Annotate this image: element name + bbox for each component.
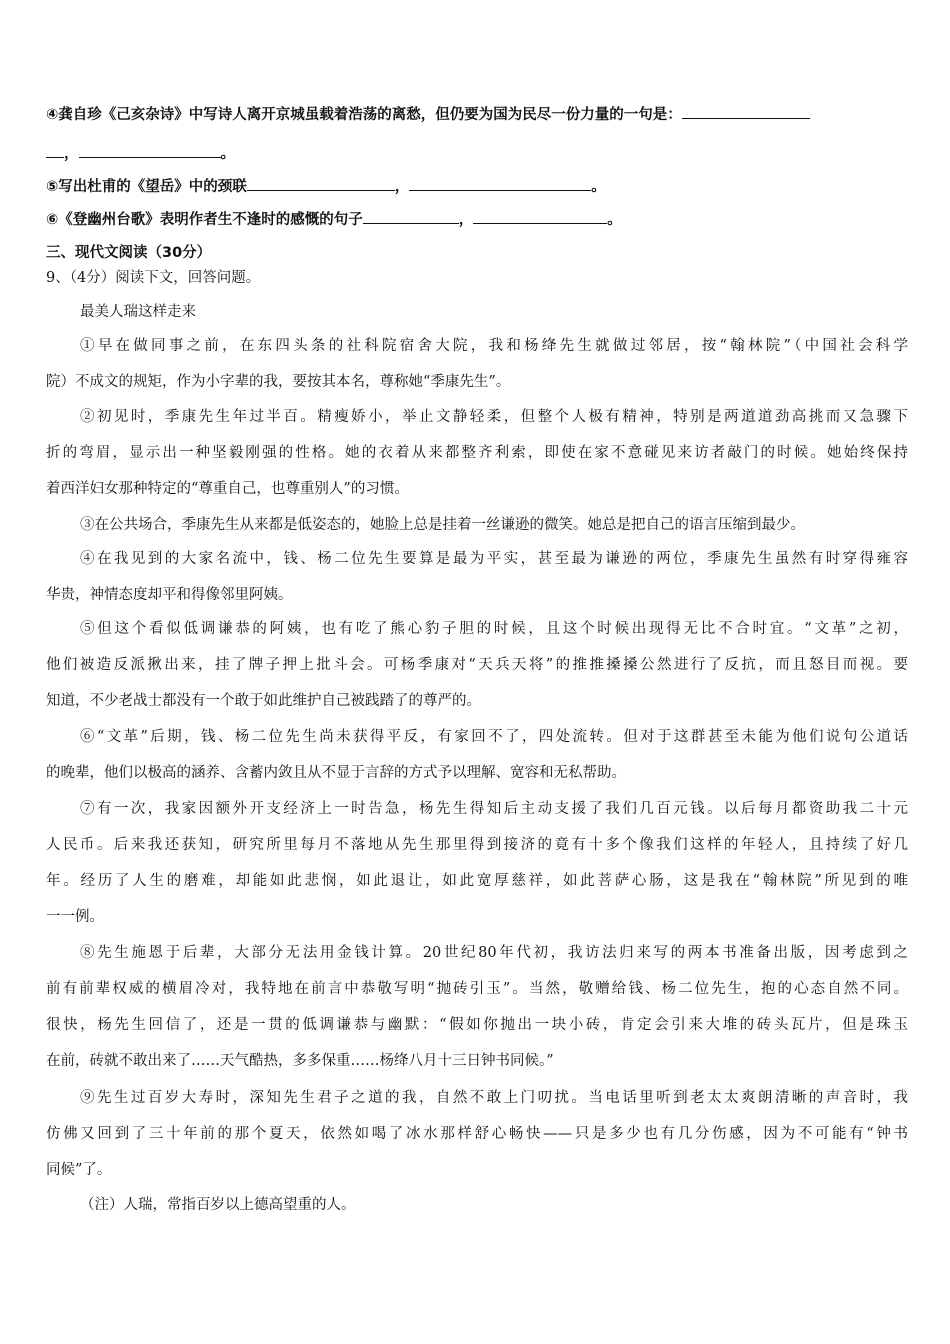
article-line: 年。经历了人生的磨难，却能如此悲悯，如此退让，如此宽厚慈祥，如此菩萨心肠，这是我在“翰林院”所见到的唯 <box>46 873 908 889</box>
terminator: 。 <box>220 146 235 162</box>
question-5 <box>46 175 908 196</box>
article-line: ⑦有一次，我家因额外开支经济上一时告急，杨先生得知后主动支援了我们几百元钱。以后每月都资助我二十元 <box>80 801 908 817</box>
article-line: 前有前辈权威的横眉冷对，我特地在前言中恭敬写明“抛砖引玉”。当然，敬赠给钱、杨二位先生，抱的心态自然不同。 <box>46 981 908 997</box>
section-heading: 三、现代文阅读（30分） <box>46 245 212 261</box>
article-note: （注）人瑞，常指百岁以上德高望重的人。 <box>80 1197 356 1213</box>
terminator: 。 <box>591 179 606 195</box>
question-4-text: ④龚自珍《己亥杂诗》中写诗人离开京城虽载着浩荡的离愁，但仍要为国为民尽一份力量的一句是： <box>46 107 682 123</box>
article-title: 最美人瑞这样走来 <box>80 304 196 320</box>
separator: ， <box>458 212 474 228</box>
question-6-text: ⑥《登幽州台歌》表明作者生不逢时的感慨的句子 <box>46 212 363 228</box>
article-line: 的晚辈，他们以极高的涵养、含蓄内敛且从不显于言辞的方式予以理解、宽容和无私帮助。 <box>46 765 626 781</box>
answer-blank[interactable] <box>409 176 591 191</box>
answer-blank[interactable] <box>46 143 64 158</box>
question-4 <box>46 103 908 124</box>
answer-blank[interactable] <box>247 176 395 191</box>
answer-blank[interactable] <box>473 209 607 224</box>
article-line: 在前，砖就不敢出来了……天气酷热，多多保重……杨绛八月十三日钟书同候。” <box>46 1053 554 1069</box>
question-5-text: ⑤写出杜甫的《望岳》中的颈联 <box>46 179 247 195</box>
separator: ， <box>64 146 79 162</box>
article-line: 仿佛又回到了三十年前的那个夏天，依然如喝了冰水那样舒心畅快——只是多少也有几分伤感，因为不可能有“钟书 <box>46 1126 908 1142</box>
article-line: ⑥“文革”后期，钱、杨二位先生尚未获得平反，有家回不了，四处流转。但对于这群甚至未能为他们说句公道话 <box>80 729 908 745</box>
article-line: 院）不成文的规矩，作为小字辈的我，要按其本名，尊称她“季康先生”。 <box>46 374 511 390</box>
article-line: ⑨先生过百岁大寿时，深知先生君子之道的我，自然不敢上门叨扰。当电话里听到老太太爽朗清晰的声音时，我 <box>80 1090 908 1106</box>
terminator: 。 <box>607 212 622 228</box>
article-line: ①早在做同事之前，在东四头条的社科院宿舍大院，我和杨绛先生就做过邻居，按“翰林院”（中国社会科学 <box>80 338 908 354</box>
article-line: 着西洋妇女那种特定的“尊重自己，也尊重别人”的习惯。 <box>46 481 409 497</box>
separator: ， <box>394 179 410 195</box>
article-line: 华贵，神情态度却平和得像邻里阿姨。 <box>46 587 293 603</box>
answer-blank[interactable] <box>363 209 459 224</box>
question-6 <box>46 208 908 229</box>
article-line: 很快，杨先生回信了，还是一贯的低调谦恭与幽默：“假如你抛出一块小砖，肯定会引来大堆的砖头瓦片，但是珠玉 <box>46 1017 908 1033</box>
article-line: ⑧先生施恩于后辈，大部分无法用金钱计算。20世纪80年代初，我访法归来写的两本书准备出版，因考虑到之 <box>80 945 908 961</box>
answer-blank[interactable] <box>79 143 221 158</box>
article-line: 知道，不少老战士都没有一个敢于如此维护自己被践踏了的尊严的。 <box>46 693 481 709</box>
answer-blank[interactable] <box>682 104 810 119</box>
article-line: ⑤但这个看似低调谦恭的阿姨，也有吃了熊心豹子胆的时候，且这个时候出现得无比不合时宜。“文革”之初， <box>80 621 908 637</box>
article-line: ③在公共场合，季康先生从来都是低姿态的，她脸上总是挂着一丝谦逊的微笑。她总是把自己的语言压缩到最少。 <box>80 517 805 533</box>
article-line: 人民币。后来我还获知，研究所里每月不落地从先生那里得到接济的竟有十多个像我们这样的年轻人，且持续了好几 <box>46 837 908 853</box>
article-line: 折的弯眉，显示出一种坚毅刚强的性格。她的衣着从来都整齐利索，即使在家不意碰见来访者敲门的时候。她始终保持 <box>46 445 908 461</box>
question-9-prompt: 9、（4分）阅读下文，回答问题。 <box>46 270 261 286</box>
article-line: ②初见时，季康先生年过半百。精瘦娇小，举止文静轻柔，但整个人极有精神，特别是两道道劲高挑而又急骤下 <box>80 409 908 425</box>
article-line: ④在我见到的大家名流中，钱、杨二位先生要算是最为平实，甚至最为谦逊的两位，季康先生虽然有时穿得雍容 <box>80 551 908 567</box>
article-line: 他们被造反派揪出来，挂了牌子押上批斗会。可杨季康对“天兵天将”的推推搡搡公然进行了反抗，而且怒目而视。要 <box>46 657 908 673</box>
article-line: 同候”了。 <box>46 1162 112 1178</box>
article-line: 一一例。 <box>46 909 104 925</box>
question-4-continued <box>46 142 908 163</box>
